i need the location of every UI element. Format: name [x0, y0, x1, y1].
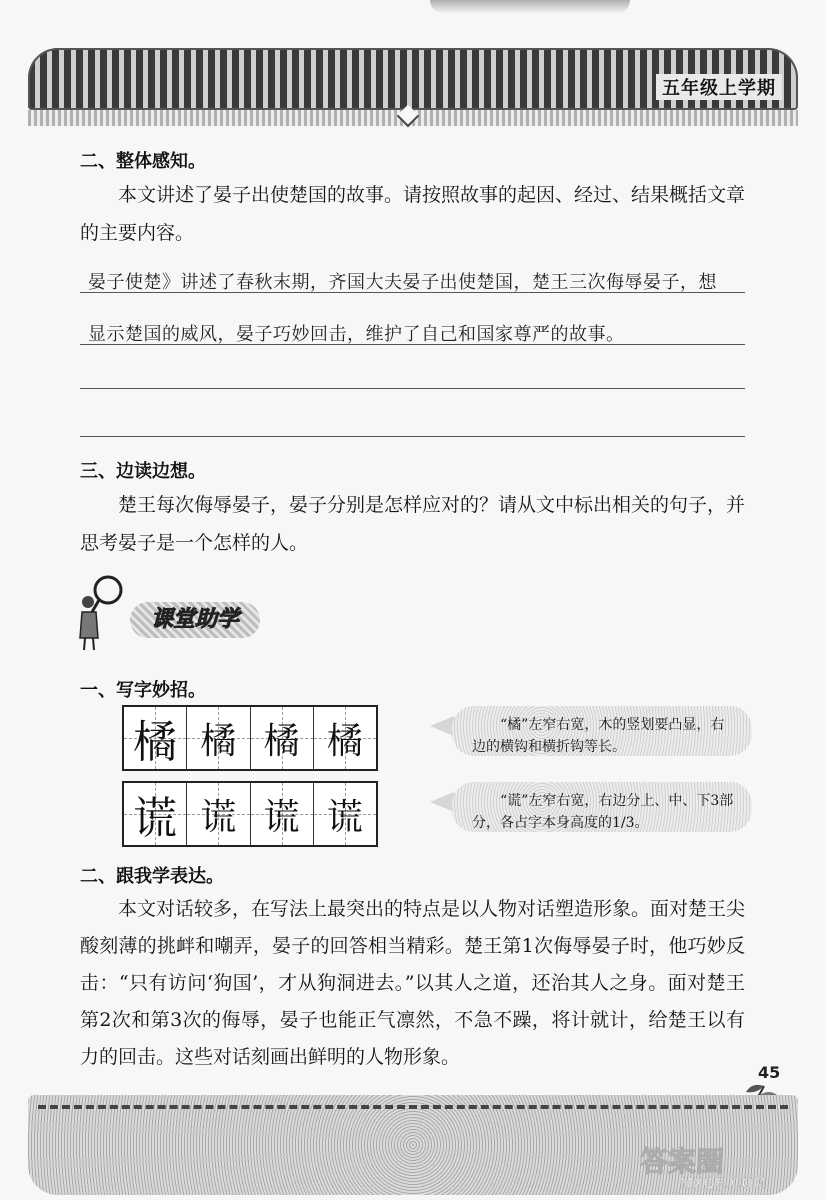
expression-paragraph: 本文对话较多，在写法上最突出的特点是以人物对话塑造形象。面对楚王尖酸刻薄的挑衅和嘲弄，晏子的回答相当精彩。楚王第1次侮辱晏子时，他巧妙反击：“只有访问‘狗国’，才从狗洞进去。”以其人之道，还治其人之身。面对楚王第2次和第3次的侮辱，晏子也能正气凛然，不急不躁，将计就计，给楚王以有力的回击。这些对话刻画出鲜明的人物形象。: [80, 898, 746, 1068]
watermark-url: MXQE.COM: [680, 1176, 767, 1192]
page-fold-shadow: [430, 0, 630, 14]
handwritten-answer-2: 显示楚国的威风，晏子巧妙回击，维护了自己和国家尊严的故事。: [88, 324, 625, 345]
section-heading-overview: 二、整体感知。: [80, 151, 206, 172]
answer-line-3[interactable]: [80, 358, 745, 389]
watermark-logo: 答案圈: [640, 1145, 725, 1178]
grid-char: 橘: [263, 720, 300, 762]
read-think-paragraph: 楚王每次侮辱晏子，晏子分别是怎样应对的？请从文中标出相关的句子，并思考晏子是一个怎样的人。: [80, 494, 746, 554]
classroom-help-badge: [78, 572, 268, 652]
page-number: 45: [758, 1063, 781, 1082]
overview-paragraph: 本文讲述了晏子出使楚国的故事。请按照故事的起因、经过、结果概括文章的主要内容。: [80, 184, 746, 244]
section-heading-writing: 一、写字妙招。: [80, 680, 206, 701]
handwritten-answer-1: 晏子使楚》讲述了春秋末期，齐国大夫晏子出使楚国，楚王三次侮辱晏子，想: [88, 272, 717, 293]
grade-title: 五年级上学期: [656, 74, 782, 100]
grid-char: 谎: [263, 796, 300, 838]
grid-cell[interactable]: [314, 707, 376, 769]
answer-line-4[interactable]: [80, 406, 745, 437]
grid-cell[interactable]: [187, 707, 250, 769]
classroom-help-label: 课堂助学: [130, 602, 260, 638]
grid-cell[interactable]: [251, 783, 314, 845]
grid-cell[interactable]: [314, 783, 376, 845]
section-heading-expression: 二、跟我学表达。: [80, 866, 224, 887]
grid-char: 橘: [326, 720, 363, 762]
grid-cell[interactable]: [187, 783, 250, 845]
tip-pointer: [430, 792, 454, 812]
tip-pointer: [430, 716, 454, 736]
tip-bubble-ju: “橘”左窄右宽，木的竖划要凸显，右边的横钩和横折钩等长。: [452, 706, 752, 756]
grid-char: 橘: [133, 717, 178, 768]
grid-char: 谎: [200, 796, 237, 838]
grid-char: 谎: [326, 796, 363, 838]
character-grid-huang: [122, 781, 378, 847]
grid-cell[interactable]: [124, 783, 187, 845]
grid-char: 谎: [133, 793, 178, 844]
character-grid-ju: [122, 705, 378, 771]
tip-bubble-huang: “谎”左窄右宽，右边分上、中、下3部分，各占字本身高度的1/3。: [452, 782, 752, 832]
grid-cell[interactable]: [124, 707, 187, 769]
student-magnifier-icon: [78, 572, 124, 652]
grid-cell[interactable]: [251, 707, 314, 769]
grid-char: 橘: [200, 720, 237, 762]
section-heading-read-think: 三、边读边想。: [80, 461, 206, 482]
